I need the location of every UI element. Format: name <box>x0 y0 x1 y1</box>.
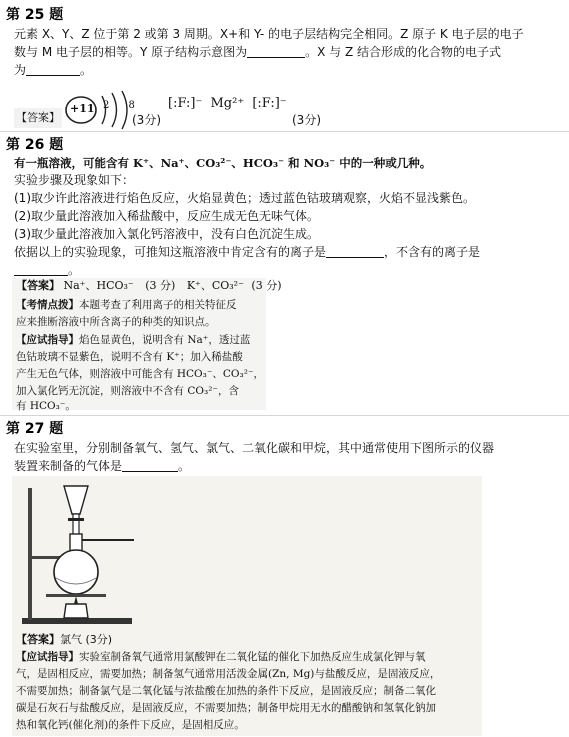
q25-heading: 第 25 题 <box>6 7 64 23</box>
q26-yd-line2: 色钴玻璃不显紫色，说明不含有 K⁺；加入稀盐酸 <box>16 351 243 363</box>
q27-yd-line3: 不需要加热；制备氯气是二氧化锰与浓盐酸在加热的条件下反应，是固液反应；制备二氧化 <box>16 685 436 697</box>
q27-yd-text1: 实验室制备氧气通常用氯酸钾在二氧化锰的催化下加热反应生成氯化钾与氧 <box>79 651 426 663</box>
divider-1 <box>0 131 569 132</box>
q26-yd-text1: 焰色显黄色，说明含有 Na⁺，透过蓝 <box>79 334 251 346</box>
q25-answer-label: 【答案】 <box>14 108 62 128</box>
q25-blank-1 <box>247 43 305 58</box>
fluoride-ion-left: [:F:]⁻ <box>168 96 203 111</box>
q27-heading: 第 27 题 <box>6 421 64 437</box>
q27-answer-label: 【答案】 <box>16 633 60 646</box>
q26-answer-absent-ions: K⁺、CO₃²⁻ <box>186 279 244 292</box>
q27-answer-text: 氯气 (3分) <box>60 633 113 646</box>
q25-line2-a: 数与 M 电子层的相等。Y 原子结构示意图为 <box>14 45 248 59</box>
q26-line5: (3)取少量此溶液加入氯化钙溶液中，没有白色沉淀生成。 <box>14 227 320 241</box>
q26-score-b: (3 分) <box>251 279 282 292</box>
q25-line3-text: 为 <box>14 63 27 77</box>
mgf2-electron-formula <box>168 96 287 111</box>
q26-line6-b: ，不含有的离子是 <box>384 245 481 259</box>
q26-answer-line <box>16 276 281 296</box>
q27-yd-line4: 碳是石灰石与盐酸反应，是固液反应，不需要加热；制备甲烷用无水的醋酸钠和氢氧化钠加 <box>16 702 436 714</box>
q26-line6 <box>14 242 480 262</box>
q26-yd-line1 <box>16 331 250 349</box>
q26-answer-label: 【答案】 <box>16 279 60 292</box>
q26-line7-text: 。 <box>68 263 81 277</box>
q27-line2-end: 。 <box>178 459 191 473</box>
q26-blank-2 <box>14 261 68 276</box>
q26-yd-line3: 产生无色气体，则溶液中可能含有 HCO₃⁻、CO₃²⁻， <box>16 368 264 380</box>
q27-yd-label: 【应试指导】 <box>16 651 79 663</box>
q26-line1: 有一瓶溶液，可能含有 K⁺、Na⁺、CO₃²⁻、HCO₃⁻ 和 NO₃⁻ 中的一种或几种。 <box>14 156 432 170</box>
q25-blank-2 <box>26 61 80 76</box>
q27-line2 <box>14 456 190 476</box>
q26-kq-label: 【考情点拨】 <box>16 299 79 311</box>
q27-line1: 在实验室里，分别制备氧气、氢气、氯气、二氧化碳和甲烷，其中通常使用下图所示的仪器 <box>14 441 495 455</box>
q25-score-1: (3分) <box>132 113 161 127</box>
q26-line4: (2)取少量此溶液加入稀盐酸中，反应生成无色无味气体。 <box>14 209 320 223</box>
q26-score-a: (3 分) <box>145 279 176 292</box>
q25-line2 <box>14 42 501 62</box>
atom-shell-electrons: 2 8 <box>103 100 143 111</box>
fluoride-ion-right: [:F:]⁻ <box>252 96 287 111</box>
q26-yd-line5: 有 HCO₃⁻。 <box>16 400 76 412</box>
q26-line3: (1)取少许此溶液进行焰色反应，火焰显黄色；透过蓝色钴玻璃观察，火焰不显浅紫色。 <box>14 191 476 205</box>
q27-blank <box>122 457 178 472</box>
q26-yd-label: 【应试指导】 <box>16 334 79 346</box>
q27-yd-line2: 气，是固相反应，需要加热；制备氢气通常用活泼金属(Zn, Mg)与盐酸反应，是固液反应， <box>16 668 441 680</box>
q26-line2: 实验步骤及现象如下： <box>14 173 135 187</box>
q26-kq-text1: 本题考查了利用离子的相关特征反 <box>79 299 237 311</box>
magnesium-ion: Mg²⁺ <box>210 96 245 111</box>
atom-nucleus-charge: +11 <box>70 102 95 115</box>
q27-yd-line5: 热和氧化钙(催化剂)的条件下反应，是固相反应。 <box>16 719 245 731</box>
q26-answer-present-ions: Na⁺、HCO₃⁻ <box>63 279 134 292</box>
q26-yd-line4: 加入氯化钙无沉淀，则溶液中不含有 CO₃²⁻，含 <box>16 385 239 397</box>
q26-heading: 第 26 题 <box>6 137 64 153</box>
gas-generation-apparatus-diagram <box>16 478 146 628</box>
q26-blank-1 <box>326 243 384 258</box>
q27-line2-text: 装置来制备的气体是 <box>14 459 123 473</box>
q26-line6-a: 依据以上的实验现象，可推知这瓶溶液中肯定含有的离子是 <box>14 245 327 259</box>
q25-score-2: (3分) <box>292 113 321 127</box>
q25-line2-b: 。X 与 Z 结合形成的化合物的电子式 <box>305 45 502 59</box>
q26-kq-line1 <box>16 296 237 314</box>
q25-line1: 元素 X、Y、Z 位于第 2 或第 3 周期。X+和 Y- 的电子层结构完全相同。Z 原子 K 电子层的电子 <box>14 27 524 41</box>
q27-answer-line <box>16 630 112 650</box>
q27-yd-line1 <box>16 649 426 666</box>
q25-line3: 为 。 <box>14 63 93 77</box>
divider-2 <box>0 415 569 416</box>
q26-kq-line2: 应来推断溶液中所含离子的种类的知识点。 <box>16 316 216 328</box>
